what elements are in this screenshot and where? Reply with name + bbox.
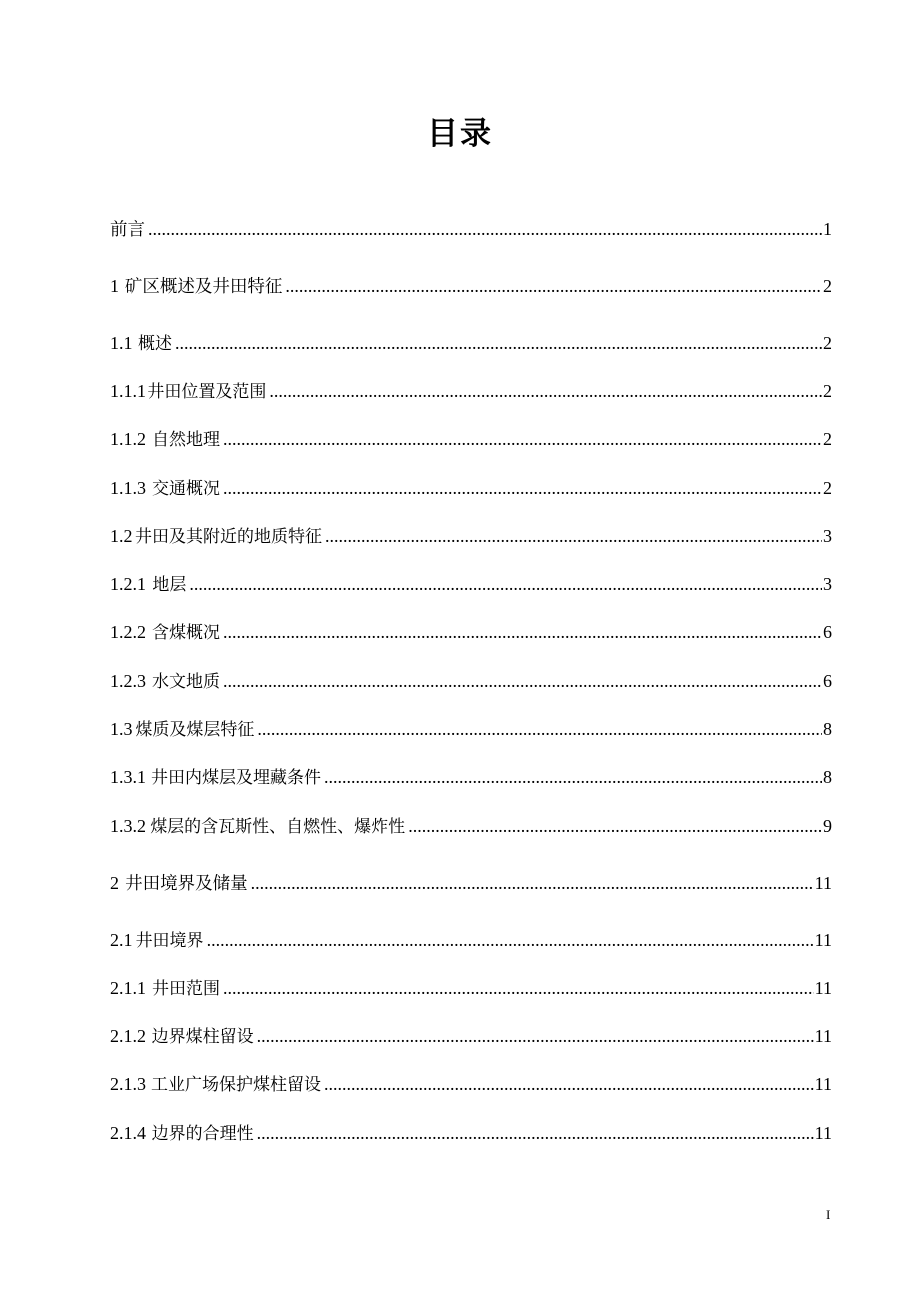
dot-leader <box>251 869 814 897</box>
toc-entry-chapter-1[interactable] <box>110 272 832 300</box>
toc-entry-2-1-3[interactable] <box>110 1070 832 1098</box>
toc-entry-title: 前言 <box>110 220 145 240</box>
toc-entry-page: 6 <box>823 622 832 642</box>
toc-entry-1-2-1[interactable] <box>110 570 832 598</box>
toc-entry-page: 8 <box>823 719 832 739</box>
toc-entry-number: 1.3.2 <box>110 816 146 836</box>
toc-entry-page: 11 <box>814 978 832 998</box>
toc-entry-page: 2 <box>823 478 832 498</box>
toc-entry-title: 井田及其附近的地质特征 <box>135 527 323 547</box>
toc-entry-title: 井田内煤层及埋藏条件 <box>151 768 322 788</box>
toc-entry-1-2-3[interactable] <box>110 667 832 695</box>
dot-leader <box>257 1022 814 1050</box>
toc-entry-title: 概述 <box>137 334 172 354</box>
dot-leader <box>325 522 822 550</box>
dot-leader <box>324 763 822 791</box>
toc-entry-page: 9 <box>823 816 832 836</box>
toc-entry-number: 1.3.1 <box>110 767 146 787</box>
toc-entry-number: 2.1.3 <box>110 1074 146 1094</box>
dot-leader <box>285 272 822 300</box>
toc-entry-page: 2 <box>823 333 832 353</box>
toc-entry-title: 矿区概述及井田特征 <box>124 277 283 297</box>
toc-entry-title: 工业广场保护煤柱留设 <box>150 1075 321 1095</box>
toc-entry-number: 2.1.2 <box>110 1026 146 1046</box>
toc-entry-1-1-1[interactable] <box>110 377 832 405</box>
toc-entry-1-3-1[interactable] <box>110 763 832 791</box>
toc-entry-number: 1.1.1 <box>110 381 146 401</box>
toc-entry-number: 1.1 <box>110 333 133 353</box>
toc-entry-title: 水文地质 <box>152 672 221 692</box>
dot-leader <box>223 618 822 646</box>
dot-leader <box>257 715 822 743</box>
dot-leader <box>223 425 822 453</box>
toc-entry-page: 2 <box>823 381 832 401</box>
dot-leader <box>223 974 814 1002</box>
dot-leader <box>269 377 822 405</box>
toc-entry-page: 11 <box>814 1123 832 1143</box>
toc-entry-number: 1 <box>110 276 119 296</box>
toc-entry-number: 1.2.2 <box>110 622 146 642</box>
dot-leader <box>148 215 822 243</box>
toc-entry-title: 煤层的含瓦斯性、自燃性、爆炸性 <box>150 817 406 837</box>
toc-entry-number: 2.1 <box>110 930 133 950</box>
toc-entry-page: 6 <box>823 671 832 691</box>
dot-leader <box>175 329 822 357</box>
toc-entry-title: 井田境界及储量 <box>125 874 248 894</box>
toc-entry-1-3[interactable] <box>110 715 832 743</box>
toc-entry-page: 8 <box>823 767 832 787</box>
toc-entry-1-3-2[interactable] <box>110 812 832 840</box>
toc-entry-2-1-2[interactable] <box>110 1022 832 1050</box>
toc-entry-title: 地层 <box>152 575 187 595</box>
toc-entry-page: 11 <box>814 1026 832 1046</box>
toc-entry-title: 边界的合理性 <box>151 1124 254 1144</box>
toc-entry-2-1-1[interactable] <box>110 974 832 1002</box>
toc-entry-1-1[interactable] <box>110 329 832 357</box>
toc-entry-1-1-3[interactable] <box>110 474 832 502</box>
toc-entry-title: 井田范围 <box>151 979 220 999</box>
page-title: 目录 <box>427 116 493 152</box>
toc-entry-number: 1.2.1 <box>110 574 146 594</box>
footer-page-number: I <box>826 1207 831 1222</box>
toc-entry-title: 井田位置及范围 <box>147 382 267 402</box>
toc-entry-1-2-2[interactable] <box>110 618 832 646</box>
toc-entry-number: 1.2 <box>110 526 133 546</box>
dot-leader <box>223 474 822 502</box>
toc-entry-title: 井田境界 <box>135 931 204 951</box>
toc-entry-1-2[interactable] <box>110 522 832 550</box>
toc-entry-preface[interactable] <box>110 215 832 243</box>
toc-entry-page: 11 <box>814 1074 832 1094</box>
toc-entry-number: 2.1.1 <box>110 978 146 998</box>
toc-entry-page: 2 <box>823 276 832 296</box>
toc-entry-number: 2 <box>110 873 119 893</box>
toc-entry-number: 1.1.3 <box>110 478 146 498</box>
dot-leader <box>408 812 822 840</box>
toc-entry-2-1[interactable] <box>110 926 832 954</box>
toc-entry-page: 11 <box>814 930 832 950</box>
toc-entry-number: 1.1.2 <box>110 429 146 449</box>
toc-entry-title: 含煤概况 <box>152 623 221 643</box>
toc-entry-title: 自然地理 <box>152 430 221 450</box>
toc-entry-chapter-2[interactable] <box>110 869 832 897</box>
toc-entry-title: 煤质及煤层特征 <box>135 720 255 740</box>
dot-leader <box>189 570 822 598</box>
dot-leader <box>324 1070 814 1098</box>
toc-entry-title: 边界煤柱留设 <box>151 1027 254 1047</box>
toc-entry-page: 11 <box>814 873 832 893</box>
toc-entry-page: 2 <box>823 429 832 449</box>
toc-entry-number: 2.1.4 <box>110 1123 146 1143</box>
toc-entry-number: 1.2.3 <box>110 671 146 691</box>
toc-entry-page: 1 <box>823 219 832 239</box>
toc-entry-1-1-2[interactable] <box>110 425 832 453</box>
toc-entry-title: 交通概况 <box>152 479 221 499</box>
dot-leader <box>257 1119 814 1147</box>
toc-entry-number: 1.3 <box>110 719 133 739</box>
toc-entry-page: 3 <box>823 526 832 546</box>
dot-leader <box>223 667 822 695</box>
toc-entry-page: 3 <box>823 574 832 594</box>
dot-leader <box>207 926 814 954</box>
toc-entry-2-1-4[interactable] <box>110 1119 832 1147</box>
